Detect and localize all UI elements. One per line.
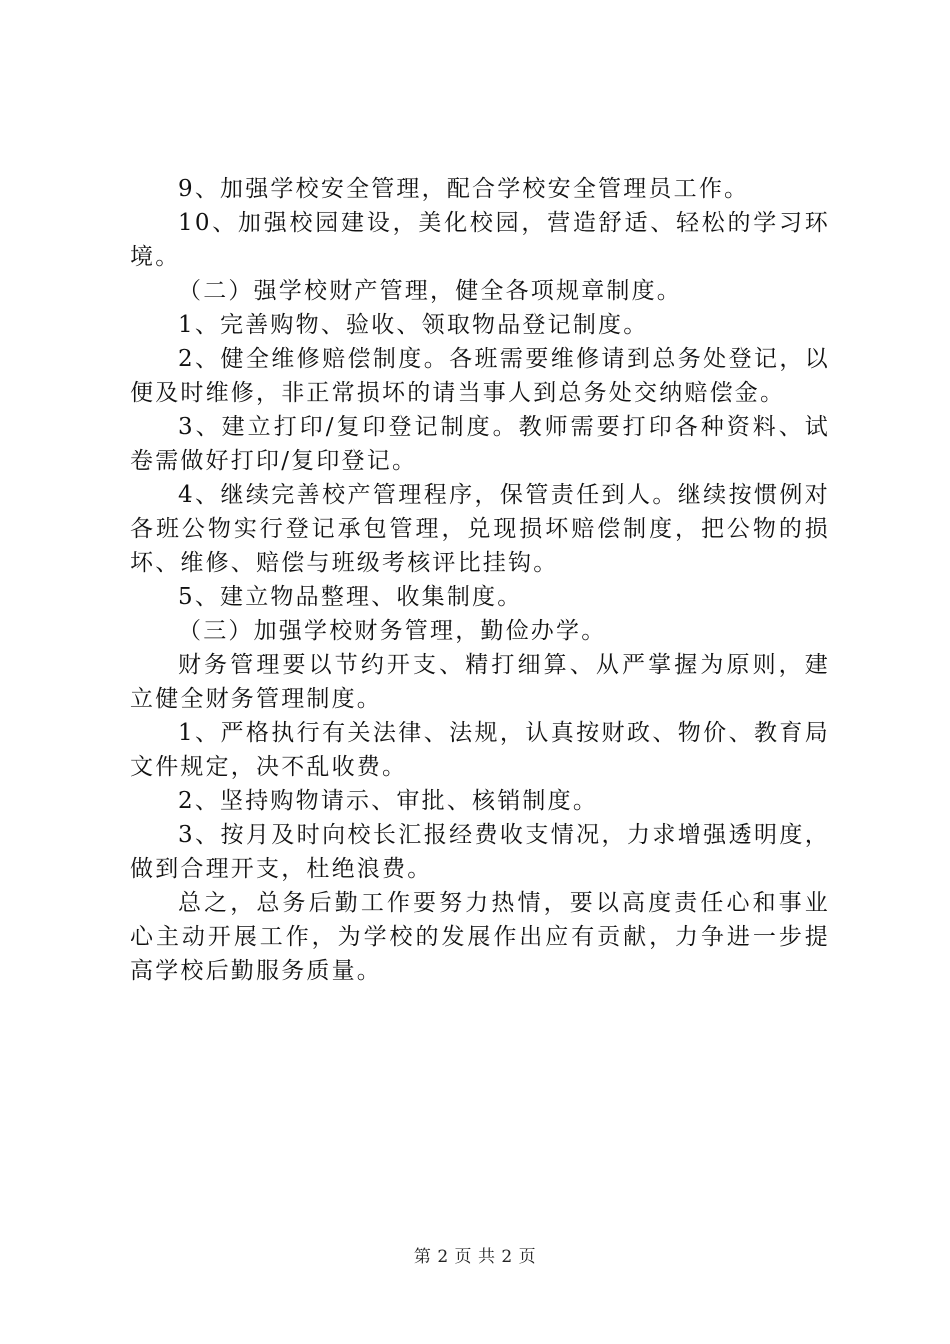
paragraph: 财务管理要以节约开支、精打细算、从严掌握为原则，建立健全财务管理制度。 xyxy=(130,652,830,712)
paragraph: 9、加强学校安全管理，配合学校安全管理员工作。 xyxy=(178,176,750,202)
paragraph: 3、建立打印/复印登记制度。教师需要打印各种资料、试卷需做好打印/复印登记。 xyxy=(130,414,830,474)
page-footer: 第 2 页 共 2 页 xyxy=(413,1247,537,1267)
closing-paragraph: 总之，总务后勤工作要努力热情，要以高度责任心和事业心主动开展工作，为学校的发展作出应有贡献，力争进一步提高学校后勤服务质量。 xyxy=(130,890,830,984)
paragraph: 4、继续完善校产管理程序，保管责任到人。继续按惯例对各班公物实行登记承包管理，兑现损坏赔偿制度，把公物的损坏、维修、赔偿与班级考核评比挂钩。 xyxy=(130,482,830,576)
section-heading: （二）强学校财产管理，健全各项规章制度。 xyxy=(178,278,682,304)
paragraph: 1、严格执行有关法律、法规，认真按财政、物价、教育局文件规定，决不乱收费。 xyxy=(130,720,830,780)
paragraph: 2、坚持购物请示、审批、核销制度。 xyxy=(178,788,599,814)
paragraph: 10、加强校园建设，美化校园，营造舒适、轻松的学习环境。 xyxy=(130,210,830,270)
paragraph: 2、健全维修赔偿制度。各班需要维修请到总务处登记，以便及时维修，非正常损坏的请当事人到总务处交纳赔偿金。 xyxy=(130,346,830,406)
document-body xyxy=(130,172,830,988)
paragraph: 1、完善购物、验收、领取物品登记制度。 xyxy=(178,312,649,338)
paragraph: 3、按月及时向校长汇报经费收支情况，力求增强透明度，做到合理开支，杜绝浪费。 xyxy=(130,822,830,882)
section-heading: （三）加强学校财务管理，勤俭办学。 xyxy=(178,618,607,644)
paragraph: 5、建立物品整理、收集制度。 xyxy=(178,584,523,610)
